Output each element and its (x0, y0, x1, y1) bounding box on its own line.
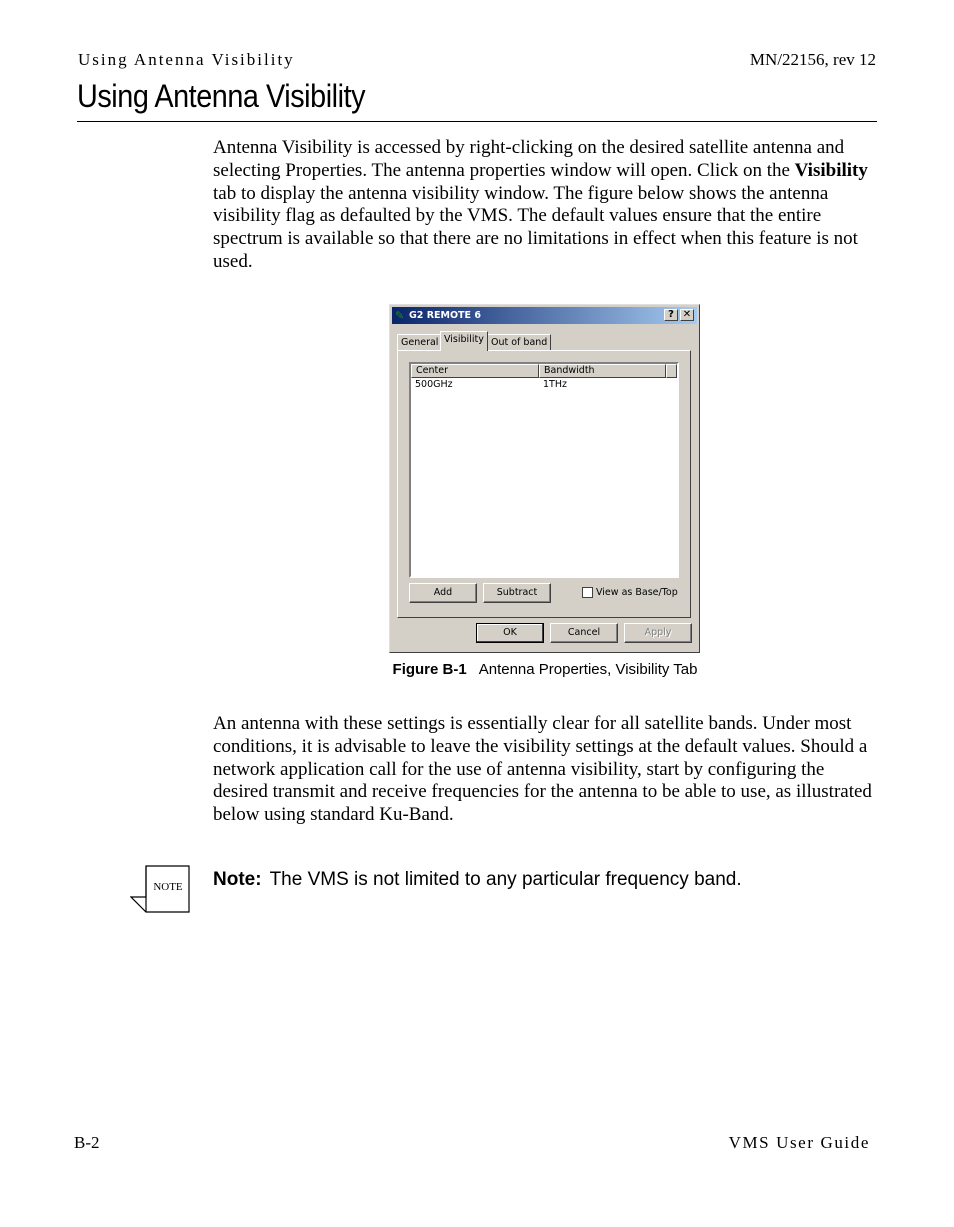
ok-button[interactable]: OK (476, 623, 544, 643)
settings-paragraph: An antenna with these settings is essentially clear for all satellite bands. Under most conditions, it is advisable to leave the visibility settings at the default values. Should a network application call for the use of antenna visibility, start by configuring the desired transmit and receive frequencies for the antenna to be able to use, as illustrated below using standard Ku-Band. (213, 713, 872, 826)
view-as-base-top-checkbox[interactable] (582, 587, 593, 598)
note-icon (130, 864, 190, 914)
tab-visibility[interactable]: Visibility (440, 331, 488, 351)
note-label: Note: (213, 869, 262, 890)
running-header-section: Using Antenna Visibility (78, 50, 295, 69)
footer-guide-title: VMS User Guide (728, 1133, 870, 1152)
intro-text-start: Antenna Visibility is accessed by right-clicking on the desired satellite antenna and selecting Properties. The antenna properties window will open. Click on the (213, 137, 845, 181)
satellite-dish-icon: ✎ (395, 309, 405, 322)
add-button[interactable]: Add (409, 583, 477, 603)
list-item-center[interactable]: 500GHz (415, 379, 453, 390)
intro-text-end: tab to display the antenna visibility window. The figure below shows the antenna visibility flag as defaulted by the VMS. The default values ensure that the entire spectrum is available so that there are no limitations in effect when this feature is not used. (213, 182, 858, 272)
note-text: The VMS is not limited to any particular frequency band. (269, 869, 742, 890)
figure-label: Figure B-1 (392, 661, 467, 678)
footer-page-number: B-2 (74, 1133, 100, 1152)
help-button[interactable]: ? (664, 309, 678, 321)
column-header-bandwidth[interactable]: Bandwidth (539, 364, 666, 378)
visibility-list[interactable] (409, 362, 679, 578)
subtract-button[interactable]: Subtract (483, 583, 551, 603)
antenna-properties-dialog (389, 304, 700, 653)
dialog-titlebar[interactable] (392, 307, 697, 324)
title-rule (77, 121, 877, 122)
column-header-center[interactable]: Center (411, 364, 539, 378)
figure-caption-text: Antenna Properties, Visibility Tab (478, 661, 698, 678)
cancel-button[interactable]: Cancel (550, 623, 618, 643)
note (213, 869, 742, 891)
page-title: Using Antenna Visibility (77, 78, 366, 114)
tab-out-of-band[interactable]: Out of band (487, 334, 551, 350)
column-header-filler (666, 364, 677, 378)
intro-paragraph (213, 137, 877, 274)
close-button[interactable]: ✕ (680, 309, 694, 321)
figure-caption (0, 661, 954, 678)
intro-text-bold: Visibility (794, 159, 868, 181)
list-item-bandwidth[interactable]: 1THz (543, 379, 567, 390)
running-header-doc-ref: MN/22156, rev 12 (749, 50, 876, 69)
note-icon-text: NOTE (153, 881, 183, 893)
tab-general[interactable]: General (397, 334, 442, 350)
apply-button[interactable]: Apply (624, 623, 692, 643)
view-as-base-top-label[interactable]: View as Base/Top (596, 587, 678, 598)
visibility-tab-panel (397, 350, 691, 618)
dialog-title: G2 REMOTE 6 (409, 310, 481, 321)
